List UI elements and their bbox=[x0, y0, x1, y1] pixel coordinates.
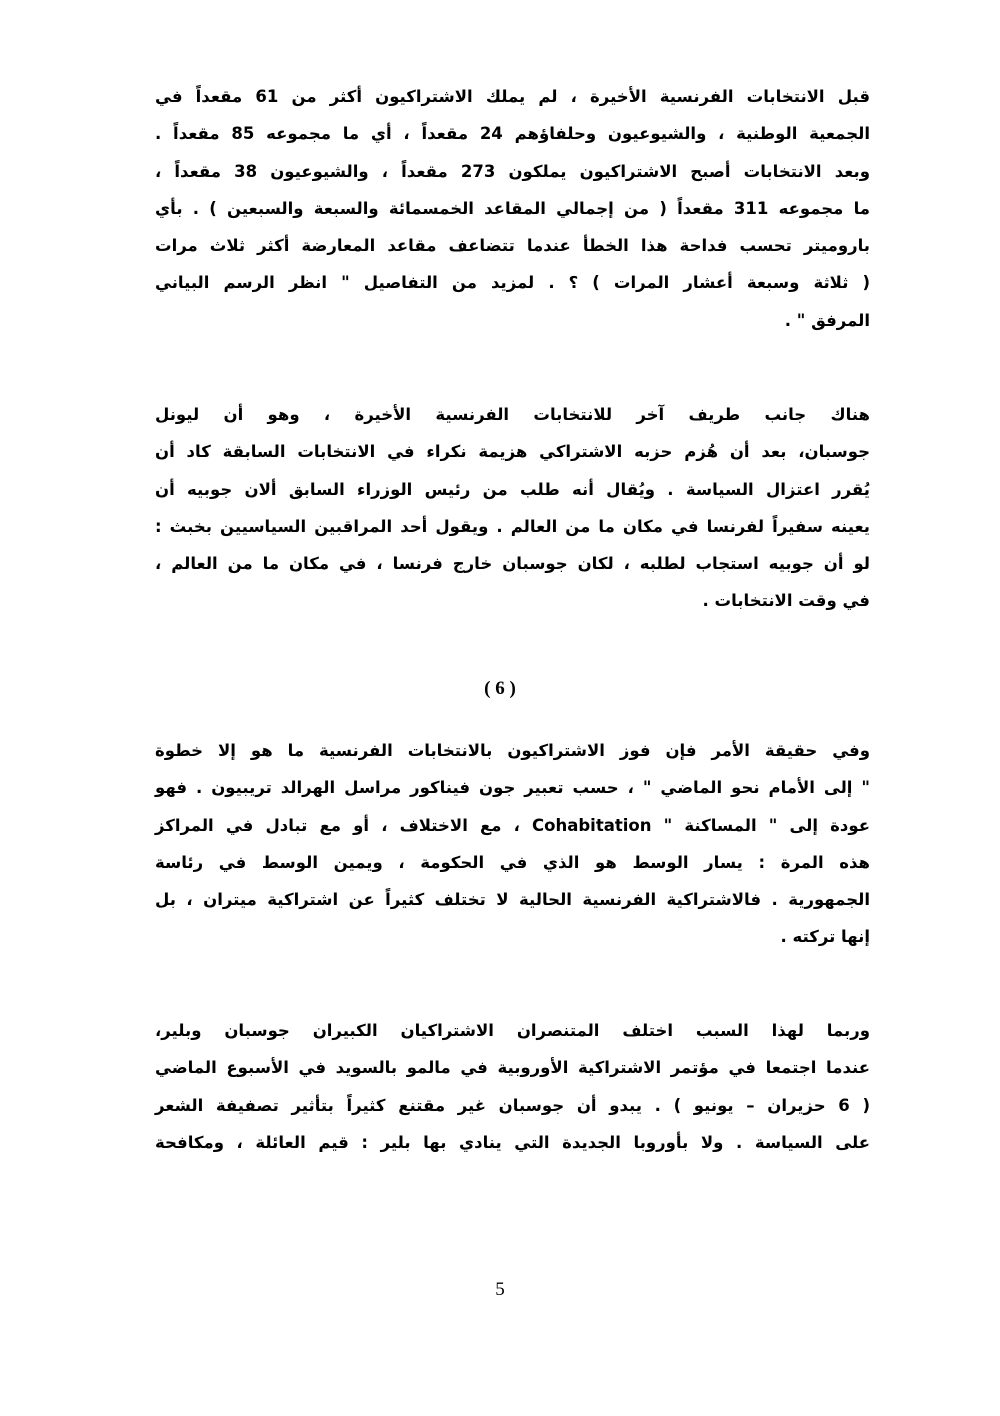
paragraph-line: ما مجموعه 311 مقعداً ( من إجمالي المقاعد الخمسمائة والسبعة والسبعين ) . بأي bbox=[155, 198, 870, 218]
paragraph-line: المرفق " . bbox=[784, 310, 870, 330]
paragraph-line: الجمهورية . فالاشتراكية الفرنسية الحالية لا تختلف كثيراً عن اشتراكية ميتران ، بل bbox=[155, 890, 870, 910]
paragraph-line: وبعد الانتخابات أصبح الاشتراكيون يملكون 273 مقعداً ، والشيوعيون 38 مقعداً ، bbox=[155, 161, 871, 181]
paragraph-line: يُقرر اعتزال السياسة . ويُقال أنه طلب من رئيس الوزراء السابق ألان جوبيه أن bbox=[155, 479, 870, 499]
paragraph-line: في وقت الانتخابات . bbox=[702, 591, 870, 611]
paragraph-line: ( 6 حزيران – يونيو ) . يبدو أن جوسبان غير مقتنع كثيراً بتأثير تصفيفة الشعر bbox=[155, 1095, 870, 1115]
page-number: 5 bbox=[495, 1279, 505, 1300]
paragraph-line: على السياسة . ولا بأوروبا الجديدة التي ينادي بها بلير : قيم العائلة ، ومكافحة bbox=[155, 1132, 870, 1152]
paragraph-2 bbox=[155, 396, 870, 620]
paragraph-line: عندما اجتمعا في مؤتمر الاشتراكية الأوروبية في مالمو بالسويد في الأسبوع الماضي bbox=[155, 1058, 870, 1078]
paragraph-line: هذه المرة : يسار الوسط هو الذي في الحكومة ، ويمين الوسط في رئاسة bbox=[155, 852, 870, 872]
paragraph-line: وفي حقيقة الأمر فإن فوز الاشتراكيون بالانتخابات الفرنسية ما هو إلا خطوة bbox=[155, 741, 870, 760]
paragraph-line: هناك جانب طريف آخر للانتخابات الفرنسية الأخيرة ، وهو أن ليونل bbox=[155, 405, 870, 424]
paragraph-line: لو أن جوبيه استجاب لطلبه ، لكان جوسبان خارج فرنسا ، في مكان ما من العالم ، bbox=[155, 554, 870, 574]
paragraph-line: جوسبان، بعد أن هُزم حزبه الاشتراكي هزيمة نكراء في الانتخابات السابقة كاد أن bbox=[155, 442, 870, 462]
paragraph-line: عودة إلى " المساكنة " Cohabitation ، مع الاختلاف ، أو مع تبادل في المراكز bbox=[155, 815, 870, 835]
paragraph-line: قبل الانتخابات الفرنسية الأخيرة ، لم يملك الاشتراكيون أكثر من 61 مقعداً في bbox=[155, 87, 870, 106]
paragraph-line: باروميتر تحسب فداحة هذا الخطأ عندما تتضاعف مقاعد المعارضة أكثر ثلاث مرات bbox=[155, 236, 870, 256]
paragraph-3 bbox=[155, 732, 870, 956]
paragraph-line: وربما لهذا السبب اختلف المتنصران الاشتراكيان الكبيران جوسبان وبلير، bbox=[155, 1021, 870, 1040]
paragraph-line: ( ثلاثة وسبعة أعشار المرات ) ؟ . لمزيد من التفاصيل " انظر الرسم البياني bbox=[155, 273, 870, 293]
paragraph-line: " إلى الأمام نحو الماضي " ، حسب تعبير جون فيناكور مراسل الهرالد تريبيون . فهو bbox=[155, 778, 870, 798]
paragraph-1 bbox=[155, 78, 870, 339]
paragraph-4 bbox=[155, 1012, 870, 1161]
paragraph-line: إنها تركته . bbox=[780, 927, 870, 947]
paragraph-line: الجمعية الوطنية ، والشيوعيون وحلفاؤهم 24 مقعداً ، أي ما مجموعه 85 مقعداً . bbox=[155, 124, 870, 144]
section-number: ( 6 ) bbox=[484, 678, 516, 699]
paragraph-line: يعينه سفيراً لفرنسا في مكان ما من العالم . ويقول أحد المراقبين السياسيين بخبث : bbox=[155, 516, 870, 536]
